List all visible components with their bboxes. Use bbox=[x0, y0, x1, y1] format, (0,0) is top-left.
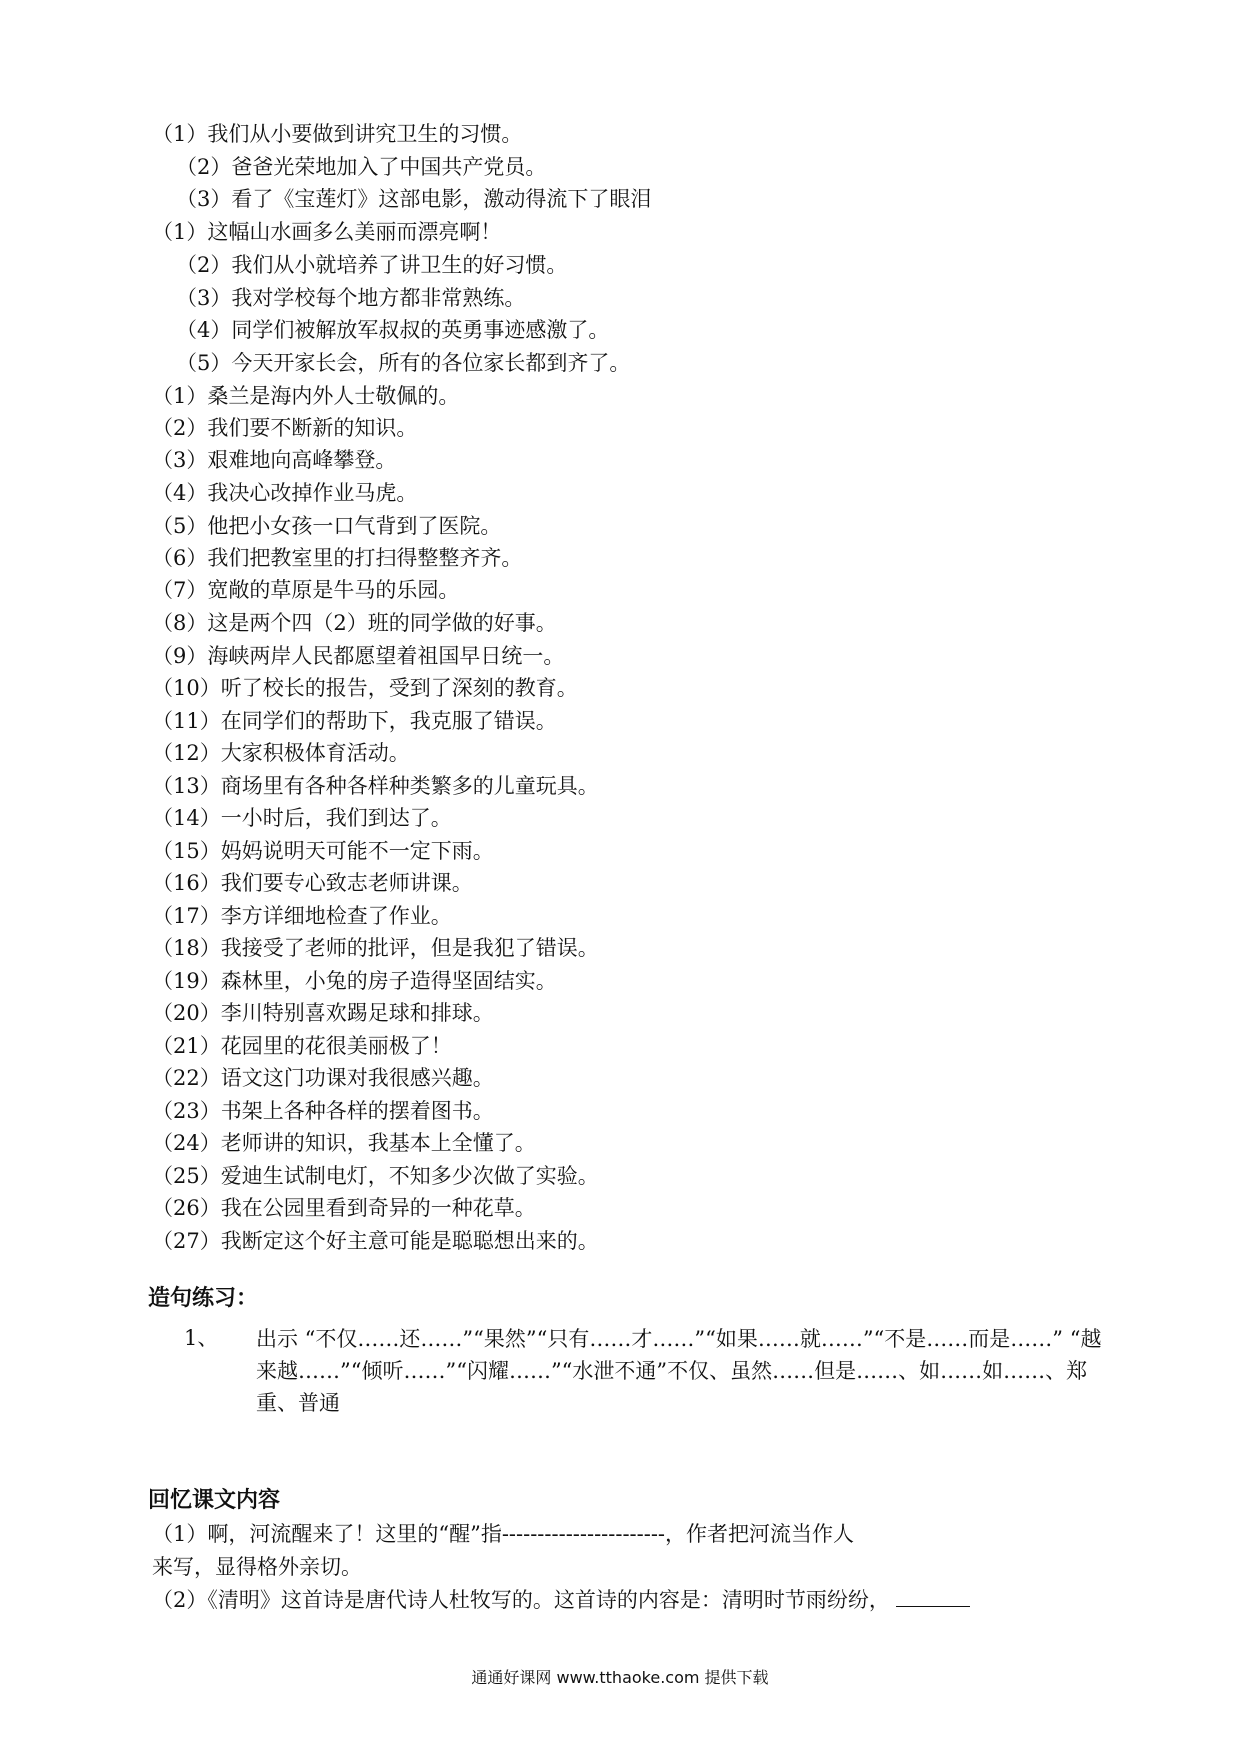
sentence-3-6: （6）我们把教室里的打扫得整整齐齐。 bbox=[152, 546, 523, 570]
sentence-1-1: （1）我们从小要做到讲究卫生的习惯。 bbox=[152, 122, 523, 146]
sentence-3-27: （27）我断定这个好主意可能是聪聪想出来的。 bbox=[152, 1229, 599, 1253]
recall-question-1-line-2: 来写，显得格外亲切。 bbox=[152, 1555, 362, 1579]
sentence-3-3: （3）艰难地向高峰攀登。 bbox=[152, 448, 397, 472]
page-footer: 通通好课网 www.tthaoke.com 提供下载 bbox=[471, 1668, 769, 1687]
practice-item-number: 1、 bbox=[184, 1326, 219, 1350]
recall-question-2-line-1 bbox=[152, 1585, 970, 1615]
sentence-3-13: （13）商场里有各种各样种类繁多的儿童玩具。 bbox=[152, 774, 599, 798]
sentence-2-4: （4）同学们被解放军叔叔的英勇事迹感激了。 bbox=[176, 318, 610, 342]
sentence-3-25: （25）爱迪生试制电灯，不知多少次做了实验。 bbox=[152, 1164, 599, 1188]
sentence-3-15: （15）妈妈说明天可能不一定下雨。 bbox=[152, 839, 494, 863]
sentence-3-26: （26）我在公园里看到奇异的一种花草。 bbox=[152, 1196, 536, 1220]
answer-blank bbox=[896, 1586, 970, 1607]
sentence-3-9: （9）海峡两岸人民都愿望着祖国早日统一。 bbox=[152, 644, 565, 668]
sentence-3-1: （1）桑兰是海内外人士敬佩的。 bbox=[152, 384, 460, 408]
sentence-3-11: （11）在同学们的帮助下，我克服了错误。 bbox=[152, 709, 557, 733]
sentence-3-5: （5）他把小女孩一口气背到了医院。 bbox=[152, 514, 502, 538]
sentence-1-2: （2）爸爸光荣地加入了中国共产党员。 bbox=[176, 155, 547, 179]
sentence-3-24: （24）老师讲的知识，我基本上全懂了。 bbox=[152, 1131, 536, 1155]
sentence-3-17: （17）李方详细地检查了作业。 bbox=[152, 904, 452, 928]
sentence-1-3: （3）看了《宝莲灯》这部电影，激动得流下了眼泪 bbox=[176, 187, 652, 211]
sentence-2-3: （3）我对学校每个地方都非常熟练。 bbox=[176, 286, 526, 310]
sentence-3-7: （7）宽敞的草原是牛马的乐园。 bbox=[152, 578, 460, 602]
sentence-2-1: （1）这幅山水画多么美丽而漂亮啊！ bbox=[152, 220, 502, 244]
sentence-3-19: （19）森林里，小兔的房子造得坚固结实。 bbox=[152, 969, 557, 993]
sentence-practice-heading: 造句练习： bbox=[148, 1286, 259, 1311]
recall-question-2-text: （2）《清明》这首诗是唐代诗人杜牧写的。这首诗的内容是：清明时节雨纷纷， bbox=[152, 1588, 890, 1612]
sentence-3-16: （16）我们要专心致志老师讲课。 bbox=[152, 871, 473, 895]
sentence-3-18: （18）我接受了老师的批评，但是我犯了错误。 bbox=[152, 936, 599, 960]
sentence-3-12: （12）大家积极体育活动。 bbox=[152, 741, 410, 765]
sentence-2-5: （5）今天开家长会，所有的各位家长都到齐了。 bbox=[176, 351, 631, 375]
recall-question-1-line-1: （1）啊，河流醒来了！这里的“醒”指-----------------------，作者把河流当作人 bbox=[152, 1522, 855, 1546]
sentence-3-23: （23）书架上各种各样的摆着图书。 bbox=[152, 1099, 494, 1123]
sentence-3-20: （20）李川特别喜欢踢足球和排球。 bbox=[152, 1001, 494, 1025]
recall-heading: 回忆课文内容 bbox=[148, 1488, 281, 1513]
sentence-3-4: （4）我决心改掉作业马虎。 bbox=[152, 481, 418, 505]
sentence-3-8: （8）这是两个四（2）班的同学做的好事。 bbox=[152, 611, 557, 635]
sentence-3-10: （10）听了校长的报告，受到了深刻的教育。 bbox=[152, 676, 578, 700]
sentence-3-2: （2）我们要不断新的知识。 bbox=[152, 416, 418, 440]
sentence-3-21: （21）花园里的花很美丽极了！ bbox=[152, 1034, 452, 1058]
sentence-2-2: （2）我们从小就培养了讲卫生的好习惯。 bbox=[176, 253, 568, 277]
sentence-3-22: （22）语文这门功课对我很感兴趣。 bbox=[152, 1066, 494, 1090]
practice-item-text: 出示 “不仅……还……”“果然”“只有……才……”“如果……就……”“不是……而是……” “越来越……”“倾听……”“闪耀……”“水泄不通”不仅、虽然……但是……、如……如……、郑重、普通 bbox=[256, 1327, 1102, 1415]
sentence-3-14: （14）一小时后，我们到达了。 bbox=[152, 806, 452, 830]
